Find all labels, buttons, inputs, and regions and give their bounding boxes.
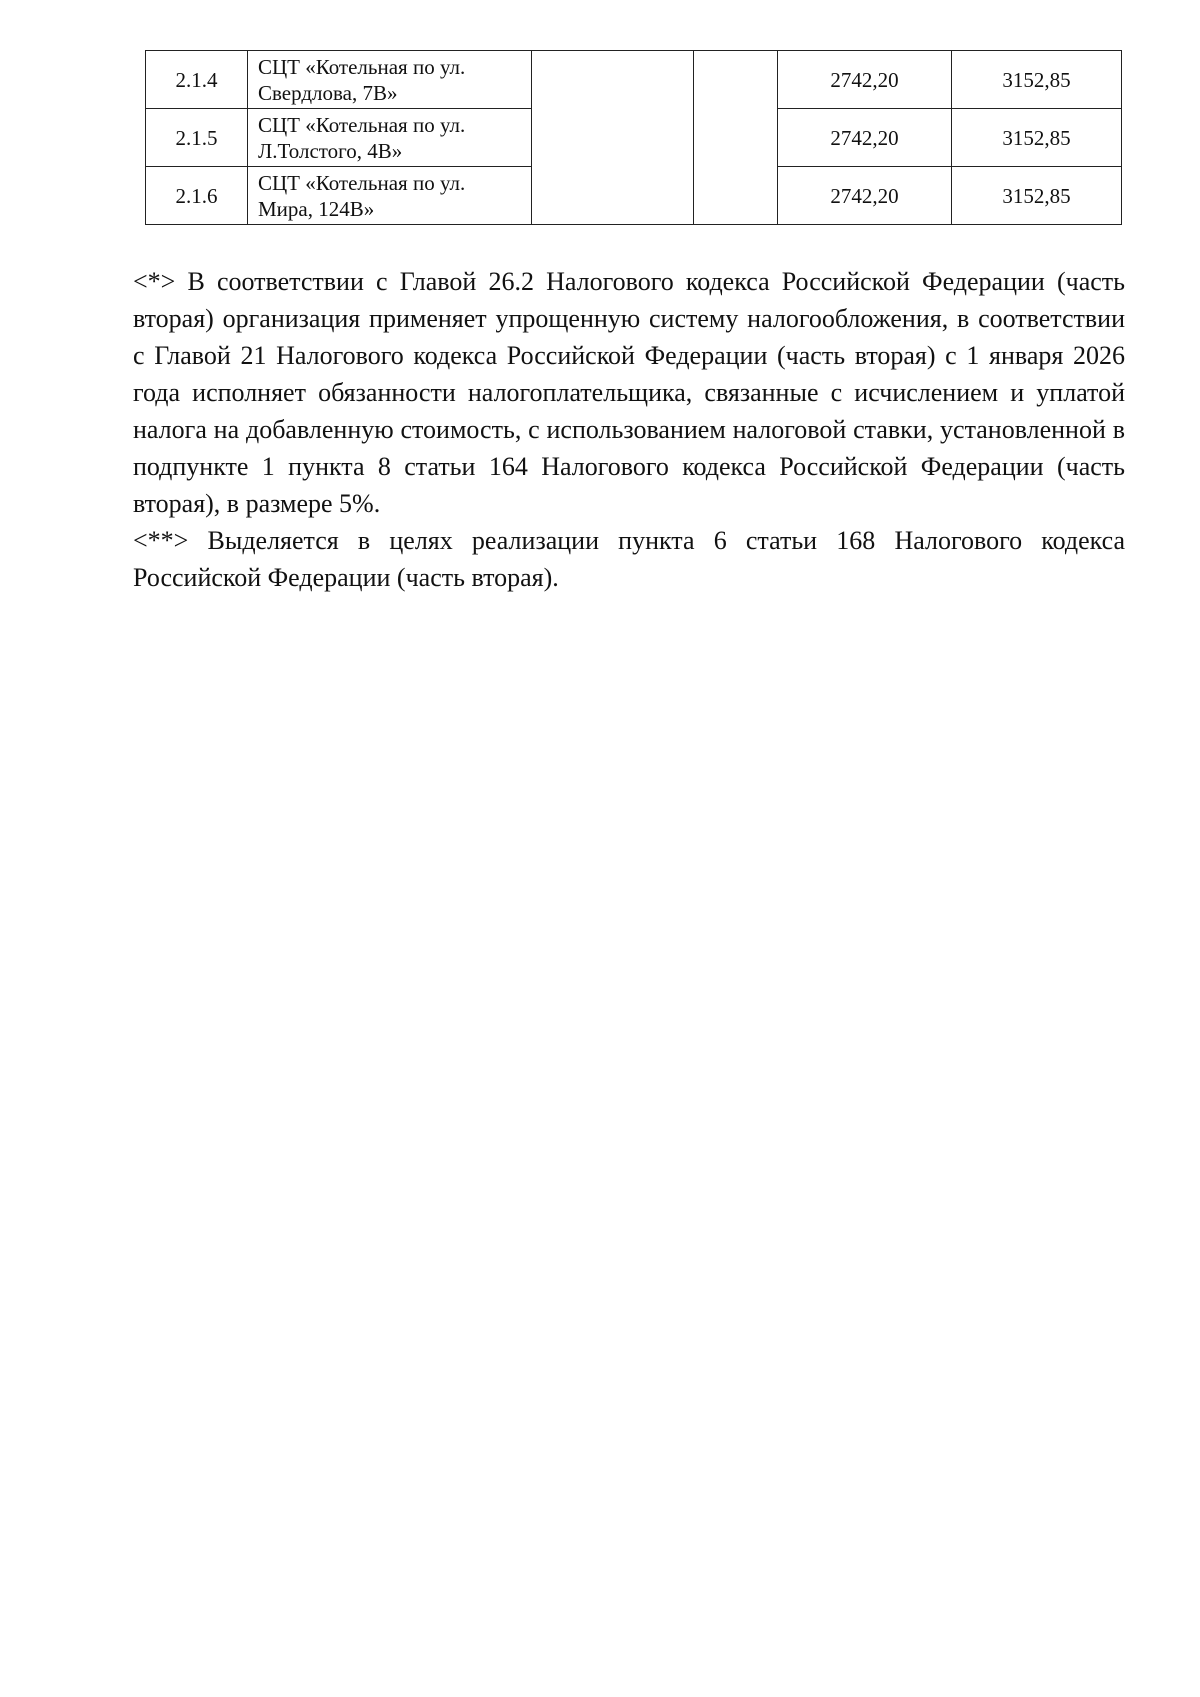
row-name-line1: СЦТ «Котельная по ул. — [258, 170, 466, 195]
row-value1: 2742,20 — [778, 167, 952, 225]
row-name-line2: Свердлова, 7В» — [258, 80, 398, 105]
row-value2: 3152,85 — [952, 51, 1122, 109]
row-value1: 2742,20 — [778, 109, 952, 167]
table-row — [146, 51, 1122, 109]
row-number: 2.1.4 — [146, 51, 248, 109]
merged-empty-cell — [694, 51, 778, 225]
row-name — [248, 109, 532, 167]
row-value2: 3152,85 — [952, 109, 1122, 167]
row-value1: 2742,20 — [778, 51, 952, 109]
row-name-line1: СЦТ «Котельная по ул. — [258, 112, 466, 137]
row-name-line2: Мира, 124В» — [258, 196, 375, 221]
row-name-line1: СЦТ «Котельная по ул. — [258, 54, 466, 79]
row-number: 2.1.6 — [146, 167, 248, 225]
tariff-table — [145, 50, 1122, 225]
row-number: 2.1.5 — [146, 109, 248, 167]
footnotes — [133, 263, 1125, 596]
footnote-vat-rate: <*> В соответствии с Главой 26.2 Налогового кодекса Российской Федерации (часть вторая) организация применяет упрощенную систему налогообложения, в соответствии с Главой 21 Налогового кодекса Российской Федерации (часть вторая) с 1 января 2026 года исполняет обязанности налогоплательщика, связанные с исчислением и уплатой налога на добавленную стоимость, с использованием налоговой ставки, установленной в подпункте 1 пункта 8 статьи 164 Налогового кодекса Российской Федерации (часть вторая), в размере 5%. — [133, 267, 1125, 518]
merged-empty-cell — [532, 51, 694, 225]
footnote-vat-allocation: <**> Выделяется в целях реализации пункта 6 статьи 168 Налогового кодекса Российской Федерации (часть вторая). — [133, 526, 1125, 592]
row-value2: 3152,85 — [952, 167, 1122, 225]
row-name — [248, 51, 532, 109]
row-name-line2: Л.Толстого, 4В» — [258, 138, 403, 163]
row-name — [248, 167, 532, 225]
